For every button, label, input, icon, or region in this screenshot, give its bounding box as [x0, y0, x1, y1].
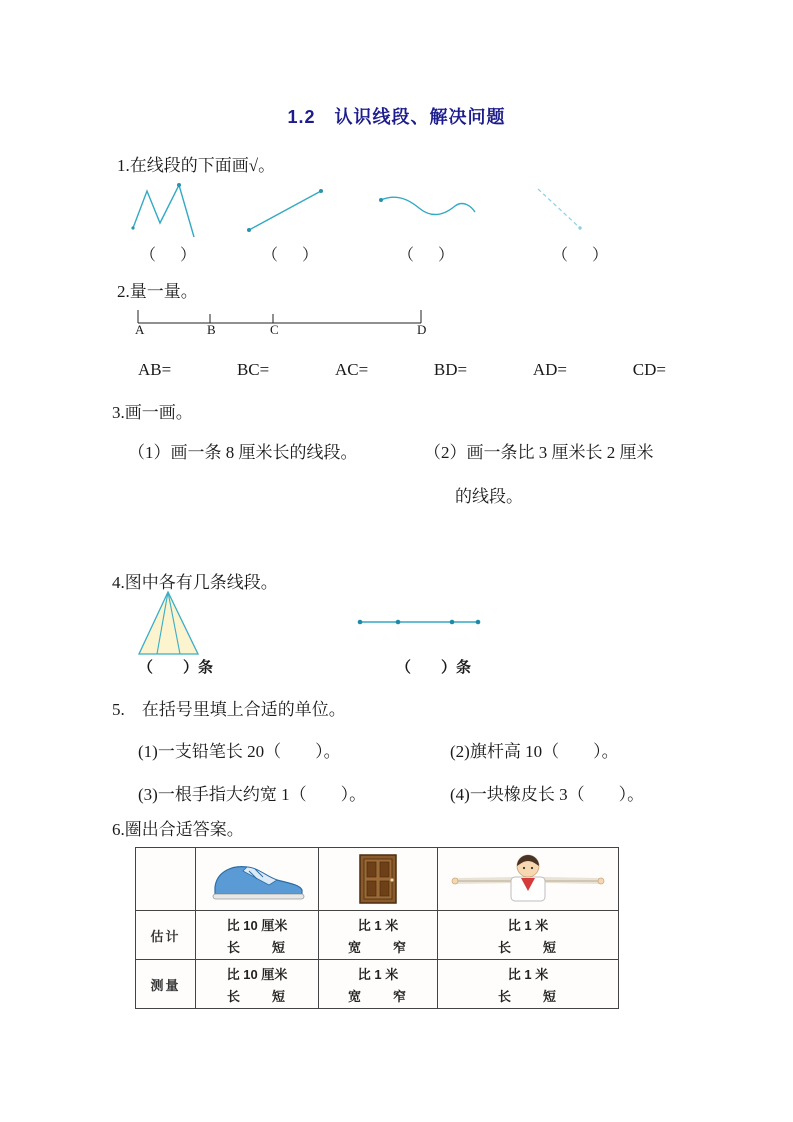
- q5-item-4: (4)一块橡皮长 3（ ）。: [450, 785, 645, 804]
- cell-options[interactable]: 长 短: [497, 988, 558, 1004]
- table-corner-cell: [136, 848, 196, 911]
- door-icon: [356, 853, 400, 905]
- point-label-a: A: [135, 322, 145, 337]
- cell-options[interactable]: 宽 窄: [347, 939, 408, 955]
- table-image-cell-shoe: [196, 848, 319, 911]
- measure-blank-ab[interactable]: AB=: [138, 360, 172, 379]
- point-label-d: D: [417, 322, 427, 337]
- q1-answer-blank[interactable]: （ ）: [398, 247, 459, 264]
- cell-estimate-shoe[interactable]: [196, 911, 319, 960]
- cell-options[interactable]: 长 短: [226, 939, 287, 955]
- q3-label: 3.画一画。: [112, 403, 193, 422]
- measure-blank-cd[interactable]: CD=: [632, 360, 666, 379]
- q5-label: 5. 在括号里填上合适的单位。: [112, 700, 346, 719]
- cell-options[interactable]: 宽 窄: [347, 988, 408, 1004]
- measure-blank-ac[interactable]: AC=: [334, 360, 369, 379]
- cell-measure-door[interactable]: [319, 960, 438, 1009]
- table-image-cell-door: [319, 848, 438, 911]
- row-header-estimate: 估计: [136, 911, 196, 960]
- q4-label: 4.图中各有几条线段。: [112, 573, 278, 592]
- answer-table: [135, 847, 619, 1009]
- q1-answer-blank[interactable]: （ ）: [552, 247, 613, 264]
- cell-estimate-door[interactable]: [319, 911, 438, 960]
- q5-item-2: (2)旗杆高 10（ ）。: [450, 742, 619, 761]
- cell-options[interactable]: 长 短: [497, 939, 558, 955]
- faint-segment-figure: [532, 183, 587, 235]
- shoe-icon: [207, 855, 307, 903]
- q3-part2-line2: 的线段。: [455, 487, 523, 506]
- measure-line-figure: [133, 303, 428, 329]
- cell-text: 比 1 米: [357, 917, 399, 933]
- point-label-c: C: [270, 322, 279, 337]
- measure-blanks-row: [138, 360, 666, 380]
- cell-estimate-child[interactable]: [438, 911, 619, 960]
- q4-count-blank-1[interactable]: （ ）条: [138, 660, 214, 676]
- q2-label: 2.量一量。: [117, 282, 198, 301]
- page-title: 1.2 认识线段、解决问题: [287, 107, 506, 127]
- q4-count-blank-2[interactable]: （ ）条: [396, 660, 472, 676]
- q6-label: 6.圈出合适答案。: [112, 820, 244, 839]
- cell-measure-shoe[interactable]: [196, 960, 319, 1009]
- row-header-measure: 测量: [136, 960, 196, 1009]
- q3-part2-line1: （2）画一条比 3 厘米长 2 厘米: [424, 443, 654, 462]
- cell-text: 比 10 厘米: [226, 966, 288, 982]
- cell-options[interactable]: 长 短: [226, 988, 287, 1004]
- cell-text: 比 1 米: [357, 966, 399, 982]
- zigzag-line-figure: [123, 178, 208, 240]
- child-icon: [447, 853, 609, 905]
- q5-item-3: (3)一根手指大约宽 1（ ）。: [138, 785, 367, 804]
- curve-figure: [377, 192, 479, 224]
- triangle-figure: [136, 589, 202, 659]
- cell-measure-child[interactable]: [438, 960, 619, 1009]
- measure-blank-bc[interactable]: BC=: [236, 360, 270, 379]
- q1-answer-blank[interactable]: （ ）: [262, 247, 323, 264]
- measure-blank-ad[interactable]: AD=: [532, 360, 568, 379]
- table-image-cell-child: [438, 848, 619, 911]
- q5-item-1: (1)一支铅笔长 20（ ）。: [138, 742, 341, 761]
- dotted-segment-figure: [356, 610, 484, 634]
- q1-answer-blank[interactable]: （ ）: [140, 247, 201, 264]
- straight-segment-figure: [243, 183, 328, 238]
- cell-text: 比 10 厘米: [226, 917, 288, 933]
- q3-part1: （1）画一条 8 厘米长的线段。: [128, 443, 358, 462]
- measure-blank-bd[interactable]: BD=: [433, 360, 468, 379]
- cell-text: 比 1 米: [507, 966, 549, 982]
- q1-label: 1.在线段的下面画√。: [117, 156, 276, 175]
- point-label-b: B: [207, 322, 216, 337]
- cell-text: 比 1 米: [507, 917, 549, 933]
